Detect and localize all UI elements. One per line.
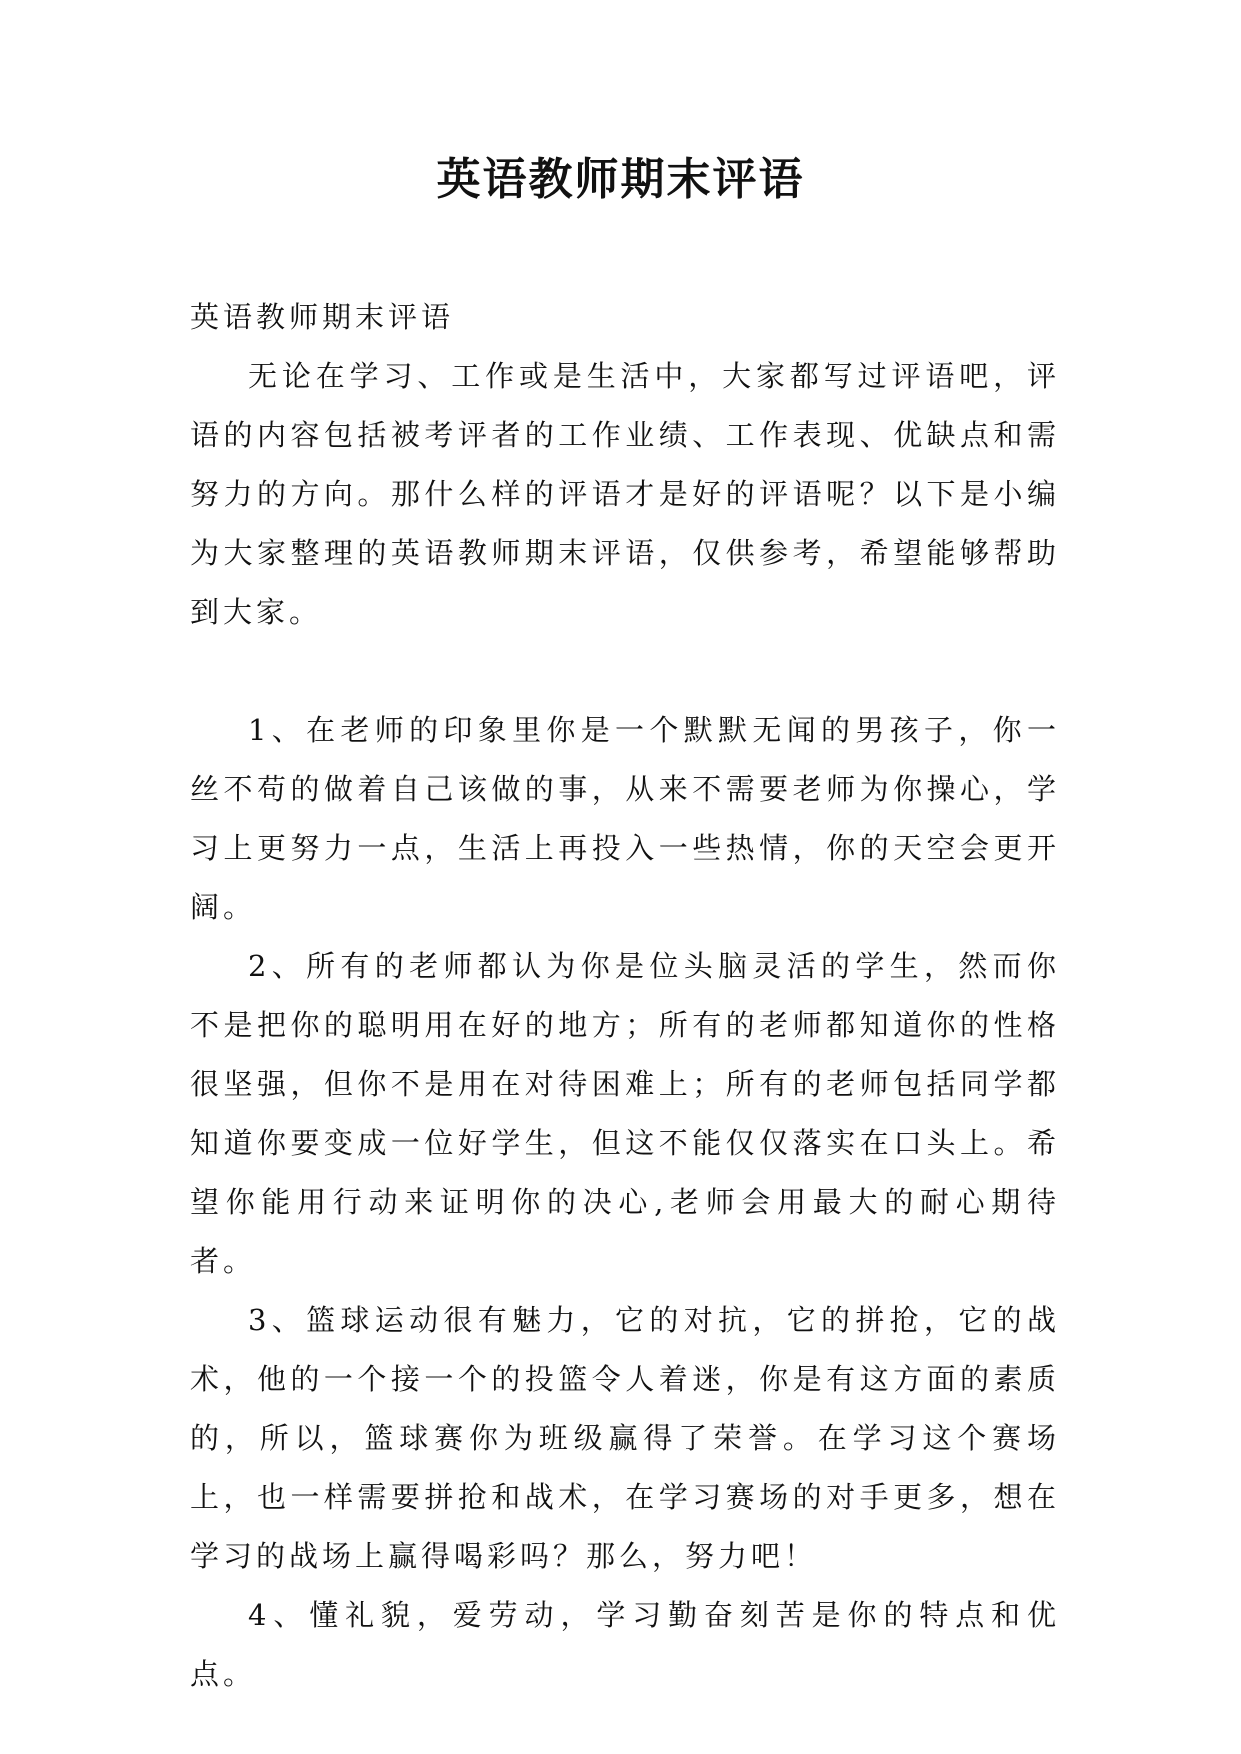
document-title: 英语教师期末评语 — [436, 154, 805, 205]
document-subtitle: 英语教师期末评语 — [190, 300, 455, 334]
document-body — [190, 288, 1060, 1704]
comment-paragraph-4: 4、懂礼貌，爱劳动，学习勤奋刻苦是你的特点和优点。 — [190, 1598, 1060, 1691]
intro-paragraph: 无论在学习、工作或是生活中，大家都写过评语吧，评语的内容包括被考评者的工作业绩、工作表现、优缺点和需努力的方向。那什么样的评语才是好的评语呢？以下是小编为大家整理的英语教师期末评语，仅供参考，希望能够帮助到大家。 — [190, 359, 1060, 629]
comment-paragraph-3: 3、篮球运动很有魅力，它的对抗，它的拼抢，它的战术，他的一个接一个的投篮令人着迷，你是有这方面的素质的，所以，篮球赛你为班级赢得了荣誉。在学习这个赛场上，也一样需要拼抢和战术，在学习赛场的对手更多，想在学习的战场上赢得喝彩吗？那么，努力吧！ — [190, 1303, 1060, 1573]
comment-paragraph-1: 1、在老师的印象里你是一个默默无闻的男孩子，你一丝不苟的做着自己该做的事，从来不需要老师为你操心，学习上更努力一点，生活上再投入一些热情，你的天空会更开阔。 — [190, 713, 1060, 924]
comment-paragraph-2: 2、所有的老师都认为你是位头脑灵活的学生，然而你不是把你的聪明用在好的地方；所有的老师都知道你的性格很坚强，但你不是用在对待困难上；所有的老师包括同学都知道你要变成一位好学生，但这不能仅仅落实在口头上。希望你能用行动来证明你的决心,老师会用最大的耐心期待者。 — [190, 949, 1060, 1278]
paragraph-spacer — [190, 642, 1060, 701]
